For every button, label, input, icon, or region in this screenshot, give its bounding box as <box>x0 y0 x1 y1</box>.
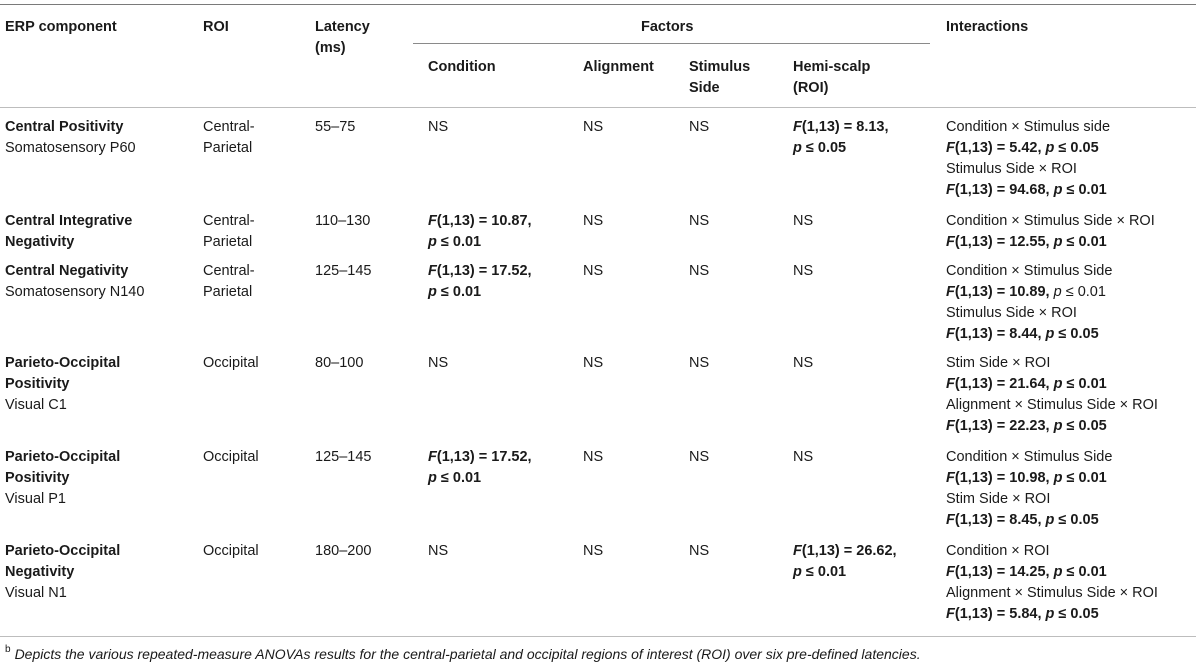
roi-cell: Occipital <box>203 543 259 559</box>
erp-component-name: Positivity <box>5 376 70 392</box>
erp-component-name: Positivity <box>5 470 70 486</box>
interaction-statistic: F(1,13) = 22.23, p ≤ 0.05 <box>946 418 1107 434</box>
stimulus-side-cell: NS <box>689 263 710 279</box>
alignment-cell: NS <box>583 263 604 279</box>
hemi-scalp-cell: p ≤ 0.01 <box>793 564 847 580</box>
condition-cell: F(1,13) = 17.52, <box>428 263 532 279</box>
hemi-scalp-cell: NS <box>793 355 814 371</box>
stimulus-side-cell: NS <box>689 543 710 559</box>
header-erp-component: ERP component <box>5 19 117 35</box>
interaction-term: Condition × Stimulus Side × ROI <box>946 213 1155 229</box>
interaction-term: Stim Side × ROI <box>946 491 1051 507</box>
interaction-statistic: F(1,13) = 8.44, p ≤ 0.05 <box>946 326 1099 342</box>
erp-component-sublabel: Somatosensory P60 <box>5 140 136 156</box>
header-hemi-scalp-line2: (ROI) <box>793 80 829 96</box>
latency-cell: 80–100 <box>315 355 364 371</box>
condition-cell: NS <box>428 355 449 371</box>
header-latency-line1: Latency <box>315 19 370 35</box>
header-condition: Condition <box>428 59 496 75</box>
interaction-term: Stimulus Side × ROI <box>946 305 1077 321</box>
interaction-term: Stim Side × ROI <box>946 355 1051 371</box>
table-top-rule <box>0 4 1196 5</box>
erp-component-sublabel: Visual N1 <box>5 585 67 601</box>
interaction-statistic: F(1,13) = 12.55, p ≤ 0.01 <box>946 234 1107 250</box>
latency-cell: 110–130 <box>315 213 371 229</box>
condition-cell: p ≤ 0.01 <box>428 234 482 250</box>
table-footnote <box>5 646 921 662</box>
stimulus-side-cell: NS <box>689 355 710 371</box>
stimulus-side-cell: NS <box>689 449 710 465</box>
roi-cell: Occipital <box>203 449 259 465</box>
header-hemi-scalp-line1: Hemi-scalp <box>793 59 871 75</box>
table-bottom-rule <box>0 636 1196 637</box>
roi-cell: Central- <box>203 213 255 229</box>
condition-cell: F(1,13) = 17.52, <box>428 449 532 465</box>
erp-component-name: Negativity <box>5 564 75 580</box>
erp-component-name: Central Integrative <box>5 213 133 229</box>
hemi-scalp-cell: F(1,13) = 8.13, <box>793 119 889 135</box>
interaction-statistic: F(1,13) = 21.64, p ≤ 0.01 <box>946 376 1107 392</box>
hemi-scalp-cell: NS <box>793 213 814 229</box>
condition-cell: p ≤ 0.01 <box>428 470 482 486</box>
header-alignment: Alignment <box>583 59 654 75</box>
interaction-statistic: F(1,13) = 5.42, p ≤ 0.05 <box>946 140 1099 156</box>
interaction-term: Alignment × Stimulus Side × ROI <box>946 585 1158 601</box>
erp-component-name: Negativity <box>5 234 75 250</box>
interaction-term: Condition × Stimulus Side <box>946 449 1113 465</box>
interaction-term: Stimulus Side × ROI <box>946 161 1077 177</box>
latency-cell: 180–200 <box>315 543 372 559</box>
interaction-statistic: F(1,13) = 10.89, p ≤ 0.01 <box>946 284 1106 300</box>
roi-cell: Parietal <box>203 234 253 250</box>
erp-component-sublabel: Visual P1 <box>5 491 66 507</box>
alignment-cell: NS <box>583 543 604 559</box>
alignment-cell: NS <box>583 213 604 229</box>
stimulus-side-cell: NS <box>689 213 710 229</box>
hemi-scalp-cell: F(1,13) = 26.62, <box>793 543 897 559</box>
erp-component-name: Central Positivity <box>5 119 124 135</box>
hemi-scalp-cell: p ≤ 0.05 <box>793 140 847 156</box>
latency-cell: 125–145 <box>315 263 372 279</box>
interaction-statistic: F(1,13) = 5.84, p ≤ 0.05 <box>946 606 1099 622</box>
header-latency-line2: (ms) <box>315 40 346 56</box>
erp-component-name: Central Negativity <box>5 263 129 279</box>
alignment-cell: NS <box>583 355 604 371</box>
header-roi: ROI <box>203 19 229 35</box>
erp-component-name: Parieto-Occipital <box>5 543 121 559</box>
condition-cell: p ≤ 0.01 <box>428 284 482 300</box>
factors-span-rule <box>413 43 930 44</box>
footnote-text: Depicts the various repeated-measure ANOVAs results for the central-parietal and occipital regions of interest (ROI) over six pre-defined latencies. <box>14 646 921 662</box>
alignment-cell: NS <box>583 119 604 135</box>
roi-cell: Parietal <box>203 140 253 156</box>
roi-cell: Parietal <box>203 284 253 300</box>
header-stimulus-side-line1: Stimulus <box>689 59 751 75</box>
erp-component-name: Parieto-Occipital <box>5 449 121 465</box>
roi-cell: Occipital <box>203 355 259 371</box>
hemi-scalp-cell: NS <box>793 449 814 465</box>
hemi-scalp-cell: NS <box>793 263 814 279</box>
header-stimulus-side-line2: Side <box>689 80 720 96</box>
roi-cell: Central- <box>203 263 255 279</box>
erp-component-sublabel: Somatosensory N140 <box>5 284 145 300</box>
erp-component-sublabel: Visual C1 <box>5 397 67 413</box>
condition-cell: NS <box>428 543 449 559</box>
interaction-term: Condition × Stimulus side <box>946 119 1111 135</box>
erp-component-name: Parieto-Occipital <box>5 355 121 371</box>
footnote-marker: b <box>5 644 11 655</box>
alignment-cell: NS <box>583 449 604 465</box>
stimulus-side-cell: NS <box>689 119 710 135</box>
latency-cell: 55–75 <box>315 119 356 135</box>
interaction-term: Condition × Stimulus Side <box>946 263 1113 279</box>
interaction-term: Condition × ROI <box>946 543 1050 559</box>
header-factors: Factors <box>641 19 694 35</box>
header-interactions: Interactions <box>946 19 1029 35</box>
interaction-statistic: F(1,13) = 94.68, p ≤ 0.01 <box>946 182 1107 198</box>
interaction-statistic: F(1,13) = 8.45, p ≤ 0.05 <box>946 512 1099 528</box>
interaction-statistic: F(1,13) = 14.25, p ≤ 0.01 <box>946 564 1107 580</box>
roi-cell: Central- <box>203 119 255 135</box>
interaction-term: Alignment × Stimulus Side × ROI <box>946 397 1158 413</box>
interaction-statistic: F(1,13) = 10.98, p ≤ 0.01 <box>946 470 1107 486</box>
condition-cell: F(1,13) = 10.87, <box>428 213 532 229</box>
latency-cell: 125–145 <box>315 449 372 465</box>
condition-cell: NS <box>428 119 449 135</box>
header-bottom-rule <box>0 107 1196 108</box>
